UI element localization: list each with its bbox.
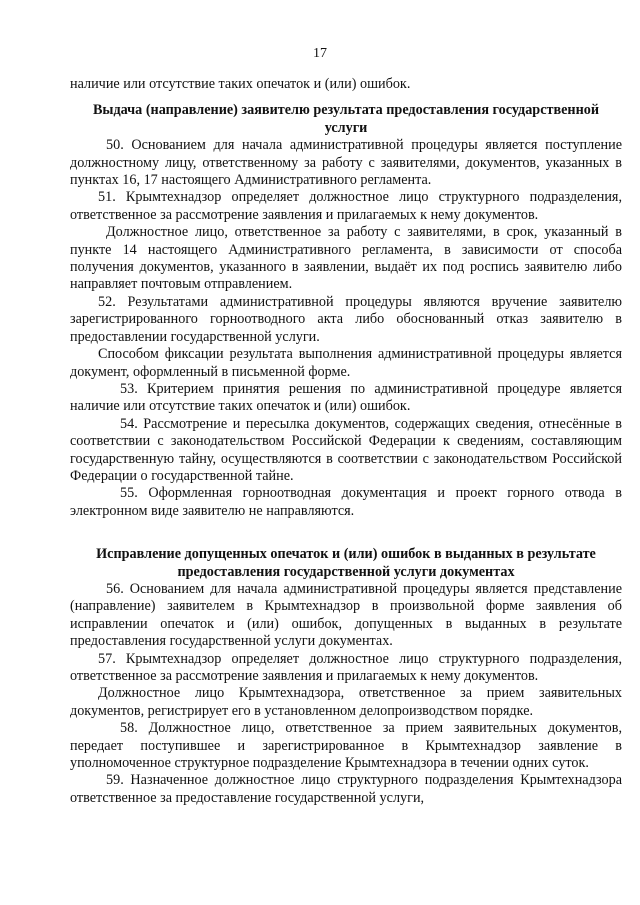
paragraph: Должностное лицо Крымтехнадзора, ответственное за прием заявительных документов, регистрирует его в установленном делопроизводством порядке. <box>70 685 622 719</box>
page-number: 17 <box>313 46 327 61</box>
section-heading: Исправление допущенных опечаток и (или) ошибок в выданных в результате предоставления государственной услуги документах <box>96 546 596 580</box>
paragraph: 52. Результатами административной процедуры являются вручение заявителю зарегистрированного горноотводного акта либо обоснованный отказ заявителю в предоставлении государственной услуги. <box>70 293 622 345</box>
paragraph: 57. Крымтехнадзор определяет должностное лицо структурного подразделения, ответственное за рассмотрение заявления и прилагаемых к нему документов. <box>70 650 622 684</box>
page-body <box>70 76 622 807</box>
paragraph: 55. Оформленная горноотводная документация и проект горного отвода в электронном виде заявителю не направляются. <box>70 485 622 519</box>
paragraph: 53. Критерием принятия решения по административной процедуре является наличие или отсутствие таких опечаток и (или) ошибок. <box>70 380 622 415</box>
section-heading: Выдача (направление) заявителю результата предоставления государственной услуги <box>92 102 600 136</box>
paragraph: Способом фиксации результата выполнения административной процедуры является документ, оформленный в письменной форме. <box>70 346 622 380</box>
paragraph: 56. Основанием для начала административной процедуры является представление (направление) заявителем в Крымтехнадзор в произвольной форме заявления об исправлении опечаток и (или) ошибок, допущенных в выданных в результате предоставления государственной услуги документах. <box>70 580 622 650</box>
paragraph: 58. Должностное лицо, ответственное за прием заявительных документов, передает поступившее и зарегистрированное в Крымтехнадзор заявление в уполномоченное структурное подразделение Крымтехнадзора в течении одних суток. <box>70 720 622 772</box>
paragraph: наличие или отсутствие таких опечаток и (или) ошибок. <box>70 76 411 92</box>
paragraph: 54. Рассмотрение и пересылка документов, содержащих сведения, отнесённые в соответствии с законодательством Российской Федерации к сведениям, составляющим государственную тайну, осуществляются в соответствии с законодательством Российской Федерации о государственной тайне. <box>70 415 622 484</box>
paragraph: 50. Основанием для начала административной процедуры является поступление должностному лицу, ответственному за работу с заявителями, документов, указанных в пунктах 16, 17 настоящего Административного регламента. <box>70 137 622 189</box>
paragraph: 51. Крымтехнадзор определяет должностное лицо структурного подразделения, ответственное за рассмотрение заявления и прилагаемых к нему документов. <box>70 189 622 223</box>
paragraph: Должностное лицо, ответственное за работу с заявителями, в срок, указанный в пункте 14 настоящего Административного регламента, в зависимости от способа получения документов, указанного в заявлении, выдаёт их под роспись заявителю либо направляет почтовым отправлением. <box>70 224 622 293</box>
paragraph: 59. Назначенное должностное лицо структурного подразделения Крымтехнадзора ответственное за предоставление государственной услуги, <box>70 772 622 806</box>
